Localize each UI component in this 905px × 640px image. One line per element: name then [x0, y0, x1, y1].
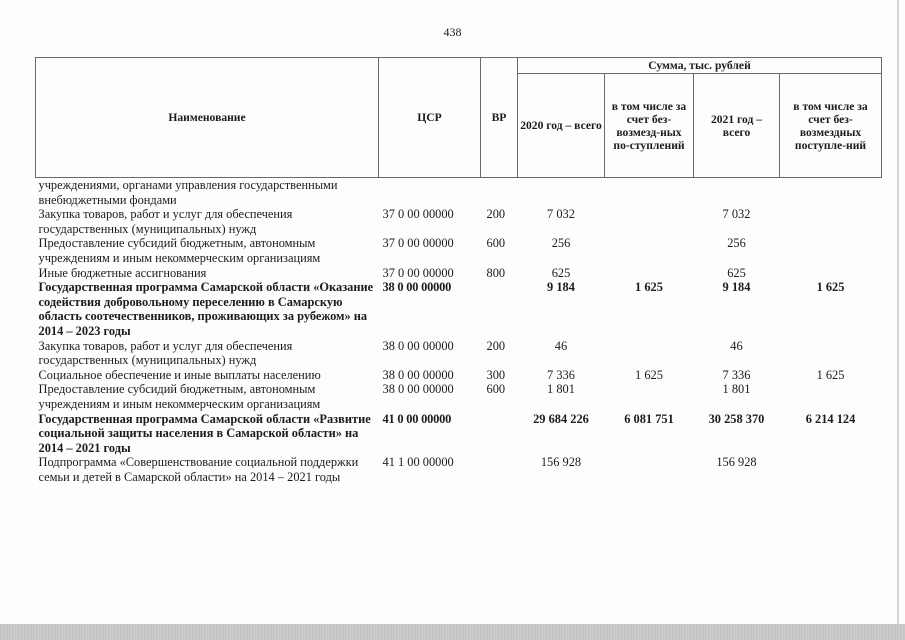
- table-row: [36, 207, 882, 236]
- row-vr: 200: [486, 207, 506, 222]
- row-2021-total: 7 032: [722, 207, 751, 222]
- budget-table: [35, 57, 882, 484]
- header-name: Наименование: [36, 58, 379, 178]
- row-2020-free: [605, 455, 694, 484]
- row-2020-free: [605, 178, 694, 208]
- row-vr: 800: [486, 265, 506, 280]
- row-csr: [379, 178, 481, 208]
- row-2021-free: [780, 382, 882, 411]
- row-name: Государственная программа Самарской области «Оказание содействия добровольному переселению в Самарскую область соотечественников, проживающих за рубежом» на 2014 – 2023 годы: [38, 280, 374, 338]
- row-2021-free: [780, 455, 882, 484]
- table-row: [36, 368, 882, 383]
- row-vr: 300: [486, 367, 506, 382]
- row-name: учреждениями, органами управления государственными внебюджетными фондами: [38, 178, 338, 207]
- row-2021-free: [780, 178, 882, 208]
- row-2020-total: 46: [554, 338, 568, 353]
- table-row: [36, 236, 882, 265]
- row-2020-total: 9 184: [547, 280, 575, 295]
- row-name: Предоставление субсидий бюджетным, автономным учреждениям и иным некоммерческим организациям: [38, 236, 321, 265]
- row-2021-total: 1 801: [722, 382, 751, 397]
- row-2020-free: 6 081 751: [624, 411, 674, 426]
- row-vr: 200: [486, 338, 506, 353]
- row-2020-free: [605, 236, 694, 265]
- row-csr: 37 0 00 00000: [382, 236, 454, 251]
- row-2021-free: [780, 266, 882, 281]
- header-2021-free: в том числе за счет без-возмездных поступле-ний: [780, 74, 882, 178]
- header-sum: Сумма, тыс. рублей: [518, 58, 882, 74]
- row-csr: 37 0 00 00000: [382, 265, 454, 280]
- row-vr: [481, 455, 518, 484]
- row-2020-total: 7 032: [547, 207, 575, 222]
- row-2020-free: 1 625: [635, 280, 663, 295]
- table-row: [36, 178, 882, 208]
- row-vr: [481, 178, 518, 208]
- row-name: Закупка товаров, работ и услуг для обеспечения государственных (муниципальных) нужд: [38, 207, 293, 236]
- header-csr: ЦСР: [379, 58, 481, 178]
- table-row: [36, 382, 882, 411]
- scan-edge-right: [897, 0, 899, 640]
- row-2021-total: [694, 178, 780, 208]
- table-row: [36, 266, 882, 281]
- row-csr: 38 0 00 00000: [382, 367, 454, 382]
- row-2020-total: 256: [551, 236, 571, 251]
- row-2021-total: 156 928: [716, 455, 757, 470]
- table-row: [36, 455, 882, 484]
- row-2020-total: 625: [551, 265, 571, 280]
- header-vr: ВР: [481, 58, 518, 178]
- row-vr: [481, 412, 518, 456]
- table-body: [36, 178, 882, 485]
- row-2020-total: [518, 178, 605, 208]
- row-csr: 37 0 00 00000: [382, 207, 454, 222]
- row-2021-total: 7 336: [722, 367, 751, 382]
- row-2020-free: [605, 382, 694, 411]
- row-2021-free: 6 214 124: [805, 411, 856, 426]
- header-2020-free: в том числе за счет без-возмезд-ных по-ступлений: [605, 74, 694, 178]
- row-vr: [481, 280, 518, 338]
- header-2021-total: 2021 год – всего: [694, 74, 780, 178]
- row-name: Социальное обеспечение и иные выплаты населению: [38, 367, 321, 382]
- row-2021-free: [780, 236, 882, 265]
- row-2021-free: [780, 207, 882, 236]
- row-name: Подпрограмма «Совершенствование социальной поддержки семьи и детей в Самарской области» на 2014 – 2021 годы: [38, 455, 359, 484]
- row-2020-free: 1 625: [635, 367, 663, 382]
- row-name: Иные бюджетные ассигнования: [38, 265, 207, 280]
- table-row: [36, 412, 882, 456]
- row-2021-free: 1 625: [816, 367, 845, 382]
- table-row: [36, 280, 882, 338]
- row-2021-total: 9 184: [722, 280, 751, 295]
- budget-table-wrapper: [35, 57, 882, 484]
- row-csr: 41 0 00 00000: [382, 411, 452, 426]
- row-2021-free: 1 625: [816, 280, 845, 295]
- table-row: [36, 339, 882, 368]
- row-2020-total: 7 336: [547, 367, 575, 382]
- row-vr: 600: [486, 236, 506, 251]
- row-csr: 38 0 00 00000: [382, 382, 454, 397]
- scan-edge-bottom: [0, 624, 905, 640]
- row-2021-total: 256: [727, 236, 746, 251]
- row-2020-total: 156 928: [540, 455, 582, 470]
- row-csr: 38 0 00 00000: [382, 338, 454, 353]
- row-2021-total: 30 258 370: [708, 411, 765, 426]
- row-name: Государственная программа Самарской области «Развитие социальной защиты населения в Самарской области» на 2014 – 2021 годы: [38, 411, 371, 455]
- table-header: [36, 58, 882, 178]
- row-2020-total: 1 801: [547, 382, 575, 397]
- row-name: Предоставление субсидий бюджетным, автономным учреждениям и иным некоммерческим организациям: [38, 382, 321, 411]
- row-2021-free: [780, 339, 882, 368]
- row-csr: 38 0 00 00000: [382, 280, 452, 295]
- row-2020-free: [605, 266, 694, 281]
- page-number: 438: [443, 25, 462, 39]
- header-2020-total: 2020 год – всего: [518, 74, 605, 178]
- row-2021-total: 46: [730, 338, 743, 353]
- row-2021-total: 625: [727, 265, 746, 280]
- row-2020-free: [605, 339, 694, 368]
- row-csr: 41 1 00 00000: [382, 455, 454, 470]
- row-2020-free: [605, 207, 694, 236]
- row-2020-total: 29 684 226: [533, 411, 589, 426]
- row-name: Закупка товаров, работ и услуг для обеспечения государственных (муниципальных) нужд: [38, 338, 293, 368]
- row-vr: 600: [486, 382, 506, 397]
